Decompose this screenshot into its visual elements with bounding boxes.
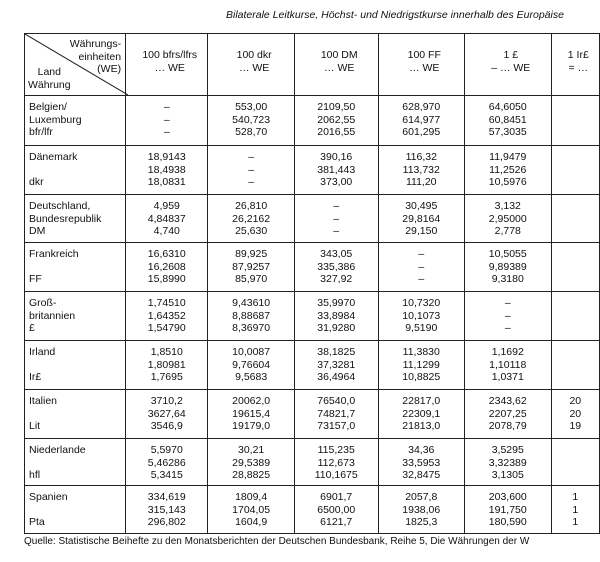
column-header xyxy=(551,34,599,96)
rate-value: 1704,05 xyxy=(232,503,271,516)
country-label-line: Irland xyxy=(29,346,56,358)
rate-value: 116,32 xyxy=(405,151,437,163)
rate-value: 540,723 xyxy=(232,113,271,126)
rate-cell xyxy=(378,146,464,195)
rate-value: 18,9143 xyxy=(147,151,186,163)
rate-value: 87,9257 xyxy=(232,260,271,273)
rate-value: 1 xyxy=(572,503,579,516)
rate-cell xyxy=(464,195,551,243)
page-title: Bilaterale Leitkurse, Höchst- und Niedrigstkurse innerhalb des Europäise xyxy=(226,9,564,21)
rate-value: 26,2162 xyxy=(232,212,271,225)
rate-value: 4,84837 xyxy=(147,212,186,225)
country-label-cell xyxy=(25,243,126,292)
rate-value: 1825,3 xyxy=(405,516,438,528)
rate-cell xyxy=(294,292,378,341)
rate-value: 390,16 xyxy=(320,151,353,163)
rate-value: 8,36970 xyxy=(232,322,271,334)
rate-value: 20 xyxy=(569,407,582,420)
rate-value: 15,8990 xyxy=(147,273,186,285)
rate-value: 22817,0 xyxy=(402,395,441,407)
country-label-line: hfl xyxy=(29,469,41,481)
rate-cell xyxy=(378,292,464,341)
table-row xyxy=(25,96,600,146)
rate-cell xyxy=(208,390,294,439)
rate-cell xyxy=(294,146,378,195)
rate-value: 26,810 xyxy=(235,200,268,212)
table-row xyxy=(25,439,600,486)
rate-value: 1,8510 xyxy=(150,346,183,358)
rate-cell xyxy=(551,390,599,439)
rate-value: – xyxy=(333,212,340,225)
rate-value xyxy=(552,444,599,457)
rate-value: 3,5295 xyxy=(491,444,524,456)
rate-cell xyxy=(126,146,208,195)
rate-value: 64,6050 xyxy=(488,101,527,113)
rate-cell xyxy=(378,96,464,146)
rate-value: 334,619 xyxy=(147,491,186,503)
rate-value: 1,10118 xyxy=(489,358,527,371)
column-header-unit: 1 Ir£ xyxy=(567,49,589,61)
rate-value xyxy=(552,297,599,310)
rate-value xyxy=(552,371,599,384)
country-label-line xyxy=(29,261,125,274)
country-label-line xyxy=(29,504,125,517)
rate-value: 3,132 xyxy=(494,200,521,212)
rate-value: 1938,06 xyxy=(402,503,441,516)
rate-value: 19 xyxy=(569,420,582,432)
rate-value: 111,20 xyxy=(405,176,437,188)
rate-cell xyxy=(208,439,294,486)
rate-value: 373,00 xyxy=(320,176,353,188)
rate-value: 29,5389 xyxy=(232,456,271,469)
rate-cell xyxy=(126,341,208,390)
country-label-line: FF xyxy=(29,273,42,285)
rate-cell xyxy=(378,341,464,390)
column-header-unit: 100 dkr xyxy=(236,49,272,61)
country-label-line: britannien xyxy=(29,309,76,322)
rate-value: 2343,62 xyxy=(488,395,527,407)
rate-value: 73157,0 xyxy=(317,420,356,432)
rate-value: 10,5976 xyxy=(488,176,527,188)
rate-cell xyxy=(464,341,551,390)
rate-value: 628,970 xyxy=(402,101,441,113)
rate-value: 19615,4 xyxy=(232,407,271,420)
country-label-cell xyxy=(25,292,126,341)
table-row xyxy=(25,486,600,534)
rate-cell xyxy=(551,146,599,195)
rate-value: 1,7695 xyxy=(150,371,183,383)
rate-value: – xyxy=(333,225,340,237)
rate-cell xyxy=(551,195,599,243)
rate-cell xyxy=(126,292,208,341)
rate-cell xyxy=(464,439,551,486)
rate-value: 8,88687 xyxy=(232,309,271,322)
country-label-line: Luxemburg xyxy=(29,113,82,126)
country-label-line: Deutschland, xyxy=(29,200,91,212)
rate-value: 21813,0 xyxy=(402,420,441,432)
rate-value: 1,74510 xyxy=(147,297,186,309)
rate-value: 10,8825 xyxy=(402,371,441,383)
rate-value: 3,1305 xyxy=(491,469,524,481)
column-header xyxy=(294,34,378,96)
rate-value: 20 xyxy=(569,395,582,407)
table-row xyxy=(25,390,600,439)
rate-cell xyxy=(378,439,464,486)
country-label-line: £ xyxy=(29,322,35,334)
exchange-rate-table xyxy=(24,33,600,534)
rate-value: 2078,79 xyxy=(488,420,527,432)
rate-value: – xyxy=(333,200,340,212)
rate-value xyxy=(552,346,599,359)
country-label-cell xyxy=(25,341,126,390)
rate-value: 191,750 xyxy=(488,503,527,516)
rate-value: 1 xyxy=(572,491,579,503)
column-header-we: … WE xyxy=(154,61,185,74)
rate-cell xyxy=(464,486,551,534)
rate-value: – xyxy=(504,309,511,322)
rate-value xyxy=(552,200,599,213)
rate-value: 601,295 xyxy=(402,126,441,138)
country-label-cell xyxy=(25,195,126,243)
country-label-cell xyxy=(25,486,126,534)
rate-cell xyxy=(551,243,599,292)
rate-cell xyxy=(378,486,464,534)
rate-value: 34,36 xyxy=(408,444,435,456)
rate-value: – xyxy=(418,273,425,285)
rate-value: 180,590 xyxy=(488,516,527,528)
rate-value: 11,3830 xyxy=(402,346,440,358)
rate-value: 1,64352 xyxy=(147,309,186,322)
country-label-line: Spanien xyxy=(29,491,68,503)
corner-bottom-label xyxy=(28,66,71,91)
rate-value xyxy=(552,261,599,274)
rate-value: 1,80981 xyxy=(147,358,186,371)
rate-value xyxy=(552,213,599,226)
rate-cell xyxy=(294,243,378,292)
rate-cell xyxy=(551,96,599,146)
rate-value: 25,630 xyxy=(235,225,268,237)
rate-value: 29,8164 xyxy=(402,212,441,225)
rate-value: 203,600 xyxy=(488,491,527,503)
table-row xyxy=(25,292,600,341)
rate-value: 1604,9 xyxy=(235,516,268,528)
country-label-line: DM xyxy=(29,225,46,237)
rate-cell xyxy=(294,439,378,486)
table-row xyxy=(25,243,600,292)
rate-value: 343,05 xyxy=(320,248,353,260)
country-label-line: dkr xyxy=(29,176,44,188)
rate-value: 3710,2 xyxy=(150,395,183,407)
rate-value: 11,2526 xyxy=(489,163,527,176)
rate-cell xyxy=(464,146,551,195)
rate-value: 9,3180 xyxy=(491,273,524,285)
column-header-we: … WE xyxy=(238,61,270,74)
rate-cell xyxy=(126,243,208,292)
rate-value: – xyxy=(504,297,511,309)
rate-cell xyxy=(551,341,599,390)
rate-value: 2016,55 xyxy=(317,126,356,138)
rate-cell xyxy=(464,96,551,146)
rate-cell xyxy=(464,390,551,439)
corner-bottom-line: Währung xyxy=(28,78,71,91)
rate-value: 381,443 xyxy=(317,163,356,176)
rate-value: 9,43610 xyxy=(232,297,271,309)
rate-value: 57,3035 xyxy=(488,126,527,138)
corner-bottom-line: Land xyxy=(37,66,61,78)
rate-value xyxy=(552,126,599,139)
rate-value: 89,925 xyxy=(235,248,268,260)
rate-value: 528,70 xyxy=(235,126,268,138)
rate-cell xyxy=(126,96,208,146)
rate-value xyxy=(552,359,599,372)
rate-value: 30,21 xyxy=(237,444,265,456)
rate-cell xyxy=(208,195,294,243)
country-label-line: Pta xyxy=(29,516,45,528)
source-note: Quelle: Statistische Beihefte zu den Monatsberichten der Deutschen Bundesbank, Reihe 5, Die Währungen der W xyxy=(24,536,530,547)
rate-value: – xyxy=(418,248,425,260)
rate-value: 19179,0 xyxy=(232,420,271,432)
corner-cell xyxy=(25,34,126,96)
rate-value: 6500,00 xyxy=(317,503,356,516)
country-label-line: Groß- xyxy=(29,297,57,309)
rate-value: 10,7320 xyxy=(402,297,441,309)
rate-cell xyxy=(208,292,294,341)
country-label-line: Lit xyxy=(29,420,41,432)
column-header xyxy=(464,34,551,96)
rate-cell xyxy=(294,96,378,146)
rate-value xyxy=(552,457,599,470)
rate-value: 110,1675 xyxy=(314,469,358,481)
rate-cell xyxy=(126,439,208,486)
rate-value: 553,00 xyxy=(235,101,268,113)
rate-value: 2057,8 xyxy=(405,491,438,503)
country-label-line xyxy=(29,164,125,177)
rate-value: 6121,7 xyxy=(320,516,353,528)
rate-value: 2,95000 xyxy=(488,212,527,225)
rate-value: 2207,25 xyxy=(488,407,527,420)
rate-value: 60,8451 xyxy=(488,113,527,126)
rate-value: 4,740 xyxy=(153,225,180,237)
rate-value: 614,977 xyxy=(402,113,441,126)
rate-value: 3,32389 xyxy=(488,456,527,469)
column-header-unit: 1 £ xyxy=(503,49,519,61)
corner-top-line: einheiten xyxy=(78,50,122,63)
rate-value xyxy=(552,310,599,323)
country-label-line: Ir£ xyxy=(29,371,42,383)
rate-value xyxy=(552,225,599,238)
rate-cell xyxy=(378,243,464,292)
country-label-cell xyxy=(25,439,126,486)
rate-cell xyxy=(294,390,378,439)
rate-cell xyxy=(208,243,294,292)
rate-cell xyxy=(126,486,208,534)
rate-value: 18,0831 xyxy=(147,176,186,188)
country-label-cell xyxy=(25,390,126,439)
rate-value: 76540,0 xyxy=(317,395,356,407)
rate-value: 1809,4 xyxy=(235,491,268,503)
rate-value: 36,4964 xyxy=(317,371,356,383)
rate-value xyxy=(552,114,599,127)
country-label-line xyxy=(29,359,125,372)
rate-value: 1,0371 xyxy=(491,371,524,383)
rate-value: 22309,1 xyxy=(402,407,441,420)
rate-value: 1,54790 xyxy=(147,322,186,334)
country-label-line: Belgien/ xyxy=(29,101,67,113)
rate-value: 33,5953 xyxy=(402,456,441,469)
country-label-line: Italien xyxy=(29,395,58,407)
rate-value: 2062,55 xyxy=(317,113,356,126)
rate-value: 38,1825 xyxy=(317,346,356,358)
country-label-cell xyxy=(25,146,126,195)
country-label-line: Dänemark xyxy=(29,151,78,163)
rate-value: 28,8825 xyxy=(232,469,271,481)
rate-cell xyxy=(208,96,294,146)
country-label-line xyxy=(29,408,125,421)
rate-cell xyxy=(208,341,294,390)
rate-cell xyxy=(378,390,464,439)
country-label-cell xyxy=(25,96,126,146)
corner-top-label xyxy=(70,38,121,76)
rate-cell xyxy=(208,146,294,195)
table-row xyxy=(25,146,600,195)
rate-value: 3627,64 xyxy=(147,407,186,420)
rate-cell xyxy=(378,195,464,243)
rate-value xyxy=(552,273,599,286)
rate-cell xyxy=(208,486,294,534)
rate-cell xyxy=(294,195,378,243)
rate-value: – xyxy=(163,101,170,113)
rate-value: 35,9970 xyxy=(317,297,356,309)
rate-value xyxy=(552,101,599,114)
corner-top-line: (WE) xyxy=(97,63,122,75)
rate-value: 113,732 xyxy=(402,163,440,176)
corner-top-line: Währungs- xyxy=(69,38,122,50)
rate-value: 335,386 xyxy=(317,260,356,273)
rate-value: 16,6310 xyxy=(147,248,186,260)
rate-value: 9,89389 xyxy=(488,260,527,273)
rate-value: 18,4938 xyxy=(147,163,186,176)
rate-value: – xyxy=(163,126,170,138)
rate-value: 4,959 xyxy=(153,200,180,212)
rate-value: 11,9479 xyxy=(489,151,527,163)
rate-value: 16,2608 xyxy=(147,260,186,273)
rate-cell xyxy=(551,292,599,341)
rate-value: 6901,7 xyxy=(320,491,353,503)
rate-value: – xyxy=(248,163,255,176)
rate-value: 11,1299 xyxy=(402,358,440,371)
rate-value: 20062,0 xyxy=(232,395,271,407)
rate-value: 9,5190 xyxy=(405,322,438,334)
column-header-we: … WE xyxy=(324,61,355,74)
rate-cell xyxy=(294,486,378,534)
rate-value xyxy=(552,151,599,164)
rate-value: 115,235 xyxy=(317,444,355,456)
rate-value xyxy=(552,248,599,261)
table-row xyxy=(25,195,600,243)
rate-value: 31,9280 xyxy=(317,322,356,334)
rate-value: 10,0087 xyxy=(232,346,271,358)
column-header-we: … WE xyxy=(409,61,440,74)
rate-value: 327,92 xyxy=(320,273,353,285)
rate-value: 74821,7 xyxy=(317,407,356,420)
rate-value: – xyxy=(418,260,425,273)
rate-value: 5,46286 xyxy=(147,456,186,469)
rate-value: 32,8475 xyxy=(402,469,441,481)
rate-value: 2109,50 xyxy=(317,101,356,113)
country-label-line: Niederlande xyxy=(29,444,86,456)
rate-value xyxy=(552,322,599,335)
rate-value: 296,802 xyxy=(147,516,186,528)
column-header xyxy=(378,34,464,96)
rate-value: 112,673 xyxy=(317,456,355,469)
rate-value: 33,8984 xyxy=(317,309,356,322)
rate-value: – xyxy=(163,113,170,126)
header-row xyxy=(25,34,600,96)
column-header-unit: 100 DM xyxy=(320,49,358,61)
rate-value: – xyxy=(504,322,511,334)
rate-value: 5,3415 xyxy=(150,469,183,481)
country-label-line xyxy=(29,457,125,470)
column-header-unit: 100 bfrs/lfrs xyxy=(142,49,198,61)
rate-cell xyxy=(464,292,551,341)
rate-cell xyxy=(294,341,378,390)
rate-value: 1 xyxy=(572,516,579,528)
country-label-line: bfr/lfr xyxy=(29,126,53,138)
rate-value: 10,5055 xyxy=(488,248,527,260)
rate-value: 3546,9 xyxy=(150,420,183,432)
column-header xyxy=(208,34,294,96)
rate-value: 9,5683 xyxy=(235,371,268,383)
column-header-we: = … xyxy=(568,61,589,74)
rate-value xyxy=(552,164,599,177)
column-header xyxy=(126,34,208,96)
rate-value: 1,1692 xyxy=(491,346,524,358)
rate-value: 37,3281 xyxy=(317,358,356,371)
rate-value: 29,150 xyxy=(405,225,438,237)
rate-cell xyxy=(126,390,208,439)
rate-value: – xyxy=(248,176,255,188)
rate-cell xyxy=(464,243,551,292)
rate-value: 9,76604 xyxy=(232,358,271,371)
rate-cell xyxy=(551,486,599,534)
country-label-line: Bundesrepublik xyxy=(29,212,102,225)
rate-value xyxy=(552,469,599,482)
rate-value xyxy=(552,176,599,189)
rate-value: 315,143 xyxy=(147,503,186,516)
column-header-we: – … WE xyxy=(491,61,531,74)
column-header-unit: 100 FF xyxy=(407,49,441,61)
table-row xyxy=(25,341,600,390)
rate-value: 85,970 xyxy=(235,273,268,285)
rate-value: 30,495 xyxy=(405,200,438,212)
rate-value: 5,5970 xyxy=(150,444,183,456)
rate-value: – xyxy=(248,151,255,163)
rate-cell xyxy=(551,439,599,486)
rate-cell xyxy=(126,195,208,243)
rate-value: 2,778 xyxy=(494,225,521,237)
rate-value: 10,1073 xyxy=(402,309,441,322)
country-label-line: Frankreich xyxy=(29,248,79,260)
